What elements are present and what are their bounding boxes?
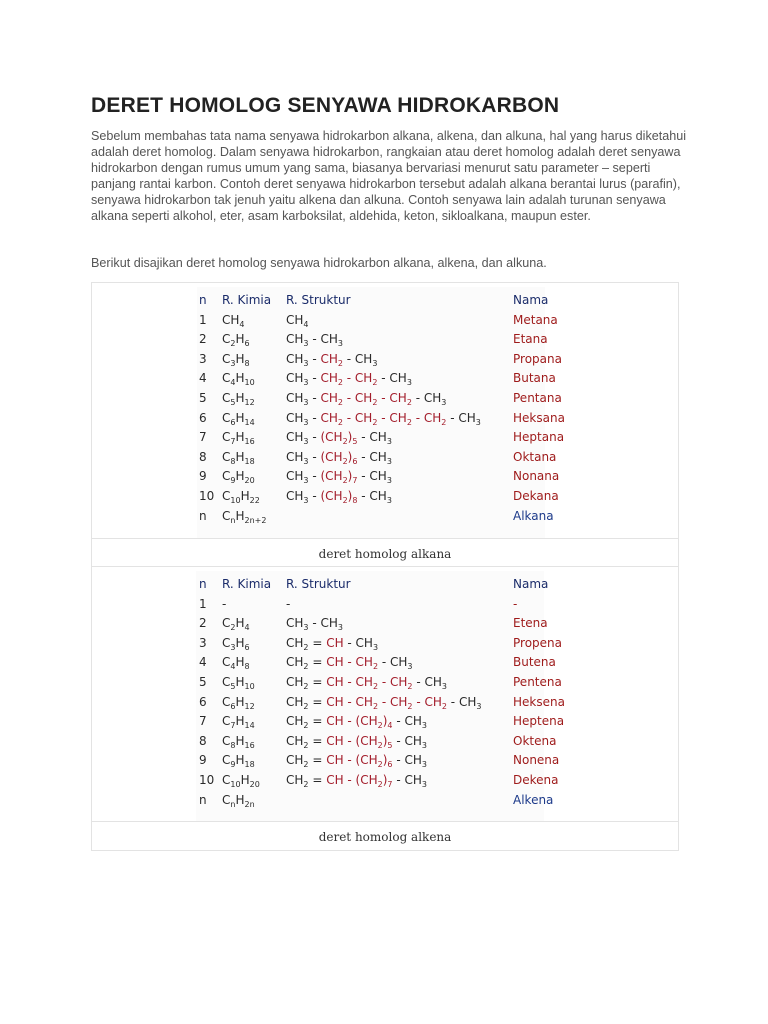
row-number: 5 — [199, 391, 207, 405]
compound-name: Nonena — [513, 753, 560, 768]
compound-name: Propena — [513, 635, 562, 650]
compound-name: Alkana — [513, 508, 554, 523]
chemical-formula: $C_6H_{12}$ — [222, 694, 255, 711]
page-title: DERET HOMOLOG SENYAWA HIDROKARBON — [91, 94, 560, 117]
row-number: 8 — [199, 449, 207, 464]
table-row — [199, 313, 569, 332]
chemical-formula: $C_nH_{2n+2}$ — [222, 508, 267, 525]
structural-formula: R. Struktur — [286, 293, 351, 307]
compound-name: Etana — [513, 332, 548, 347]
compound-name: Heptana — [513, 430, 565, 445]
row-number: 10 — [199, 489, 215, 503]
compound-name: Oktena — [513, 733, 557, 748]
table-row — [199, 597, 569, 616]
compound-name: Dekena — [513, 773, 559, 787]
chemical-formula: $C_8H_{16}$ — [222, 733, 255, 750]
row-number: 10 — [199, 773, 215, 787]
structural-formula: $CH_4$ — [286, 312, 309, 329]
structural-formula: $CH_3 - (CH_2)_8 - CH_3$ — [286, 489, 392, 505]
compound-name: Heksena — [513, 694, 565, 709]
row-number: 9 — [199, 469, 207, 484]
intro-paragraph: Sebelum membahas tata nama senyawa hidrokarbon alkana, alkena, dan alkuna, hal yang harus diketahui adalah deret homolog. Dalam senyawa hidrokarbon, rangkaian atau deret homolog adalah deret senyawa hidrokarbon dengan rumus umum yang sama, biasanya bervariasi menurut satu parameter – seperti panjang rantai karbon. Contoh deret senyawa hidrokarbon tersebut adalah alkana berantai lurus (parafin), senyawa hidrokarbon tak jenuh yaitu alkena dan alkuna. Contoh senyawa lain adalah turunan senyawa alkana seperti alkohol, eter, asam karboksilat, aldehida, keton, sikloalkana, maupun ester. — [91, 129, 687, 223]
structural-formula: $CH_3 - CH_2 - CH_2 - CH_2 - CH_3$ — [286, 391, 447, 407]
chemical-formula: $C_2H_6$ — [222, 332, 250, 349]
compound-name: Heksana — [513, 410, 565, 425]
structural-formula: $CH_3 - CH_2 - CH_3$ — [286, 351, 378, 368]
chemical-formula: $C_nH_{2n}$ — [222, 792, 255, 809]
structural-formula: $CH_3 - CH_2 - CH_2 - CH_3$ — [286, 371, 412, 388]
row-number: 2 — [199, 332, 207, 347]
compound-name: Propana — [513, 351, 562, 366]
structural-formula: - — [286, 596, 291, 611]
chemical-formula: $C_9H_{18}$ — [222, 753, 255, 770]
compound-name: Butana — [513, 371, 556, 386]
chemical-formula: $C_2H_4$ — [222, 616, 250, 633]
table-row — [199, 675, 569, 694]
table-row — [199, 469, 569, 488]
table-row — [199, 753, 569, 772]
table-row — [199, 655, 569, 674]
row-number: n — [199, 792, 207, 807]
chemical-formula: $C_5H_{12}$ — [222, 391, 255, 407]
compound-name: Etena — [513, 616, 548, 631]
caption-divider — [92, 821, 678, 822]
structural-formula: $CH_2$ = CH - $(CH_2)_7 - CH_3$ — [286, 773, 427, 789]
table-row — [199, 352, 569, 371]
table-row — [199, 616, 569, 635]
chemical-formula: $CH_4$ — [222, 312, 245, 329]
compound-name: Pentena — [513, 675, 562, 689]
compound-name: - — [513, 596, 518, 611]
chemical-formula: $C_7H_{16}$ — [222, 430, 255, 447]
figure-caption-alkena: deret homolog alkena — [318, 830, 452, 844]
figure-caption-alkana: deret homolog alkana — [318, 547, 452, 561]
chemical-formula: $C_4H_8$ — [222, 655, 250, 672]
row-number: 1 — [199, 596, 207, 611]
row-number: n — [199, 508, 207, 523]
structural-formula: $CH_3 - (CH_2)_7 - CH_3$ — [286, 469, 392, 486]
chemical-formula: $C_5H_{10}$ — [222, 675, 255, 691]
chemical-formula: $C_8H_{18}$ — [222, 449, 255, 466]
row-number: 7 — [199, 430, 207, 445]
row-number: 2 — [199, 616, 207, 631]
chemical-formula: $C_7H_{14}$ — [222, 714, 255, 731]
chemical-formula: - — [222, 596, 227, 611]
chemical-formula: $C_{10}H_{22}$ — [222, 489, 260, 505]
structural-formula: $CH_2$ = CH - $CH_2 - CH_2 - CH_3$ — [286, 675, 447, 691]
chemical-formula: $C_3H_8$ — [222, 351, 250, 368]
compound-name: Alkena — [513, 792, 554, 807]
table-row — [199, 636, 569, 655]
row-number: 6 — [199, 694, 207, 709]
table-row — [199, 793, 569, 812]
chemical-formula: R. Kimia — [222, 577, 272, 591]
table-header-row — [199, 293, 569, 312]
compound-name: Dekana — [513, 489, 559, 503]
table-row — [199, 332, 569, 351]
table-row — [199, 509, 569, 528]
structural-formula: $CH_3 - CH_3$ — [286, 616, 343, 633]
row-number: 8 — [199, 733, 207, 748]
table-row — [199, 391, 569, 410]
structural-formula: $CH_2$ = CH - $CH_2 - CH_3$ — [286, 655, 413, 672]
structural-formula: $CH_2$ = CH - $(CH_2)_6 - CH_3$ — [286, 753, 427, 770]
row-number: n — [199, 577, 207, 591]
structural-formula: $CH_2$ = CH - $CH_2 - CH_2 - CH_2 - CH_3$ — [286, 694, 482, 711]
row-number: 3 — [199, 635, 207, 650]
chemical-formula: $C_{10}H_{20}$ — [222, 773, 260, 789]
row-number: 4 — [199, 371, 207, 386]
row-number: 9 — [199, 753, 207, 768]
row-number: 6 — [199, 410, 207, 425]
compound-name: Nama — [513, 577, 549, 591]
chemical-formula: R. Kimia — [222, 293, 272, 307]
table-row — [199, 430, 569, 449]
table-row — [199, 734, 569, 753]
chemical-formula: $C_9H_{20}$ — [222, 469, 255, 486]
compound-name: Metana — [513, 312, 558, 327]
table-row — [199, 371, 569, 390]
structural-formula: $CH_3 - (CH_2)_6 - CH_3$ — [286, 449, 392, 466]
row-number: 1 — [199, 312, 207, 327]
table-row — [199, 773, 569, 792]
compound-name: Nonana — [513, 469, 560, 484]
table-row — [199, 714, 569, 733]
structural-formula: $CH_2$ = CH - $CH_3$ — [286, 635, 379, 652]
structural-formula: $CH_2$ = CH - $(CH_2)_5 - CH_3$ — [286, 733, 427, 750]
table-header-row — [199, 577, 569, 596]
compound-name: Nama — [513, 293, 549, 307]
row-number: n — [199, 293, 207, 307]
structural-formula: R. Struktur — [286, 577, 351, 591]
row-number: 3 — [199, 351, 207, 366]
table-row — [199, 411, 569, 430]
chemical-formula: $C_6H_{14}$ — [222, 410, 255, 427]
table-row — [199, 489, 569, 508]
compound-name: Heptena — [513, 714, 565, 729]
structural-formula: $CH_3 - CH_3$ — [286, 332, 343, 349]
structural-formula: $CH_3 - (CH_2)_5 - CH_3$ — [286, 430, 392, 447]
compound-name: Pentana — [513, 391, 562, 405]
chemical-formula: $C_4H_{10}$ — [222, 371, 255, 388]
table-row — [199, 450, 569, 469]
row-number: 5 — [199, 675, 207, 689]
chemical-formula: $C_3H_6$ — [222, 635, 250, 652]
structural-formula: $CH_2$ = CH - $(CH_2)_4 - CH_3$ — [286, 714, 427, 731]
row-number: 7 — [199, 714, 207, 729]
caption-divider — [92, 538, 678, 539]
structural-formula: $CH_3 - CH_2 - CH_2 - CH_2 - CH_2 - CH_3$ — [286, 410, 481, 427]
compound-name: Oktana — [513, 449, 557, 464]
lead-in-paragraph: Berikut disajikan deret homolog senyawa hidrokarbon alkana, alkena, dan alkuna. — [91, 256, 547, 270]
row-number: 4 — [199, 655, 207, 670]
table-row — [199, 695, 569, 714]
compound-name: Butena — [513, 655, 556, 670]
